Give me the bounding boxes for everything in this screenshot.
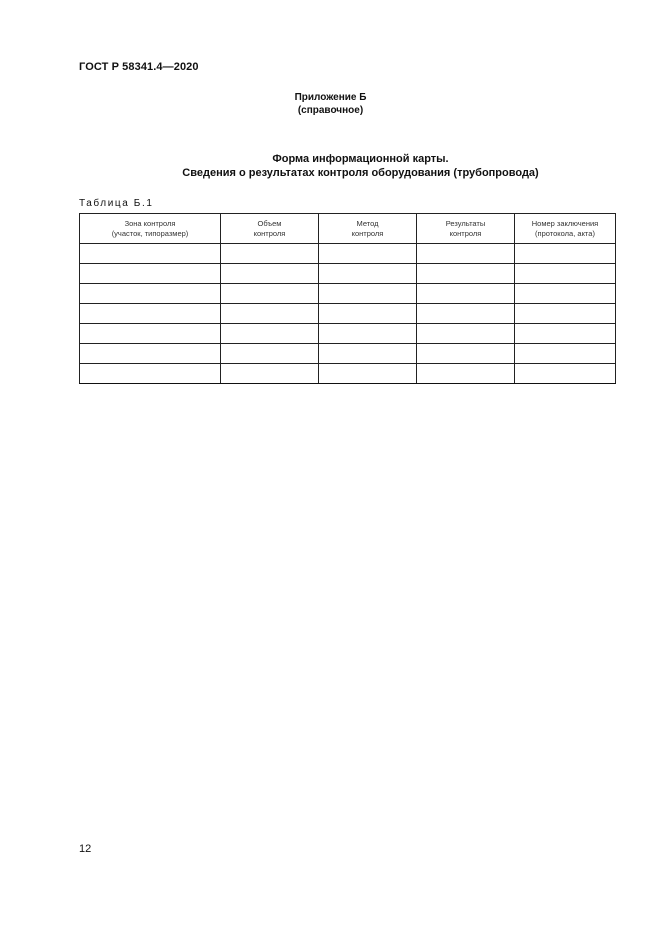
table-row [80,304,616,324]
table-row [80,324,616,344]
table-row [80,284,616,304]
table-cell [417,304,515,324]
table-cell [515,244,616,264]
table-cell [319,304,417,324]
table-cell [80,344,221,364]
column-header-report-number: Номер заключения (протокола, акта) [515,214,616,244]
table-cell [221,364,319,384]
table-cell [417,284,515,304]
column-header-volume: Объем контроля [221,214,319,244]
table-cell [515,304,616,324]
table-cell [80,284,221,304]
table-cell [319,264,417,284]
table-cell [80,244,221,264]
table-cell [221,344,319,364]
table-cell [515,264,616,284]
table-cell [417,344,515,364]
column-header-results: Результаты контроля [417,214,515,244]
table-row [80,244,616,264]
table-row [80,344,616,364]
table-cell [221,304,319,324]
table-cell [221,264,319,284]
form-title-line-2: Сведения о результатах контроля оборудования (трубопровода) [182,167,539,179]
table-cell [515,364,616,384]
table-cell [80,364,221,384]
inspection-results-table [79,213,616,384]
table-cell [515,344,616,364]
table-cell [319,344,417,364]
table-label: Таблица Б.1 [79,198,154,209]
table-cell [319,284,417,304]
table-cell [221,324,319,344]
table-cell [221,244,319,264]
form-title [30,152,661,180]
appendix-type: (справочное) [297,105,364,116]
form-title-line-1: Форма информационной карты. [272,153,449,165]
column-header-method: Метод контроля [319,214,417,244]
column-header-zone: Зона контроля (участок, типоразмер) [80,214,221,244]
table-cell [515,324,616,344]
table-cell [515,284,616,304]
page-number: 12 [79,843,92,855]
table-cell [80,324,221,344]
appendix-title: Приложение Б [294,92,367,103]
appendix-heading [0,91,661,117]
document-code: ГОСТ Р 58341.4—2020 [79,61,199,73]
table-cell [417,364,515,384]
table-header-row [80,214,616,244]
table-cell [221,284,319,304]
table-cell [319,244,417,264]
table-cell [319,324,417,344]
table-cell [417,264,515,284]
table-row [80,264,616,284]
table-cell [80,264,221,284]
table-row [80,364,616,384]
table-cell [417,244,515,264]
table-cell [80,304,221,324]
table-cell [319,364,417,384]
table-cell [417,324,515,344]
